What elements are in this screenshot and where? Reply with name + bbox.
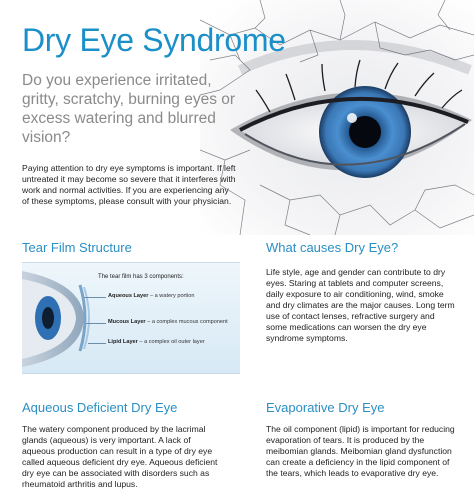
layer-name: Mucous Layer	[108, 319, 146, 325]
aqueous-body: The watery component produced by the lacrimal glands (aqueous) is very important. A lack of aqueous production can result in a type of dry eye called aqueous deficient dry eye. Aqueous deficient dry eye can be associated with disorders such as rheumatoid arthritis and lupus.	[22, 424, 218, 489]
mucous-pointer-line	[86, 323, 106, 324]
evaporative-body: The oil component (lipid) is important for reducing evaporation of tears. It is produced by the meibomian glands. Meibomian gland dysfunction can create a deficiency in the lipid component of the tears, which leads to evaporative dry eye.	[266, 424, 455, 478]
causes-heading: What causes Dry Eye?	[266, 240, 399, 255]
mucous-layer-label	[108, 319, 228, 325]
layer-desc: – a watery portion	[148, 293, 195, 299]
layer-desc: – a complex mucous component	[145, 319, 228, 325]
aqueous-heading: Aqueous Deficient Dry Eye	[22, 400, 178, 415]
aqueous-layer-label	[108, 293, 194, 299]
layer-name: Aqueous Layer	[108, 293, 149, 299]
page-title: Dry Eye Syndrome	[22, 22, 286, 58]
tear-film-heading: Tear Film Structure	[22, 240, 132, 255]
lipid-pointer-line	[88, 343, 106, 344]
tear-film-components-heading: The tear film has 3 components:	[98, 274, 184, 280]
lipid-layer-label	[108, 339, 205, 345]
layer-name: Lipid Layer	[108, 339, 138, 345]
intro-paragraph: Paying attention to dry eye symptoms is important. If left untreated it may become so severe that it interferes with work and normal activities. If you are experiencing any of these symptoms, please consult with your physician.	[22, 163, 236, 206]
symptom-question: Do you experience irritated, gritty, scratchy, burning eyes or excess watering and blurred vision?	[22, 72, 236, 146]
tear-film-diagram	[22, 262, 240, 374]
aqueous-pointer-line	[84, 297, 106, 298]
evaporative-heading: Evaporative Dry Eye	[266, 400, 385, 415]
causes-body: Life style, age and gender can contribute to dry eyes. Staring at tablets and computer screens, daily exposure to air conditioning, wind, smoke and dry climates are the major causes. Long term use of contact lenses, refractive surgery and some medications can worsen the dry eye syndrome symptoms.	[266, 267, 455, 343]
layer-desc: – a complex oil outer layer	[137, 339, 205, 345]
eye-cross-section-icon	[22, 263, 102, 373]
